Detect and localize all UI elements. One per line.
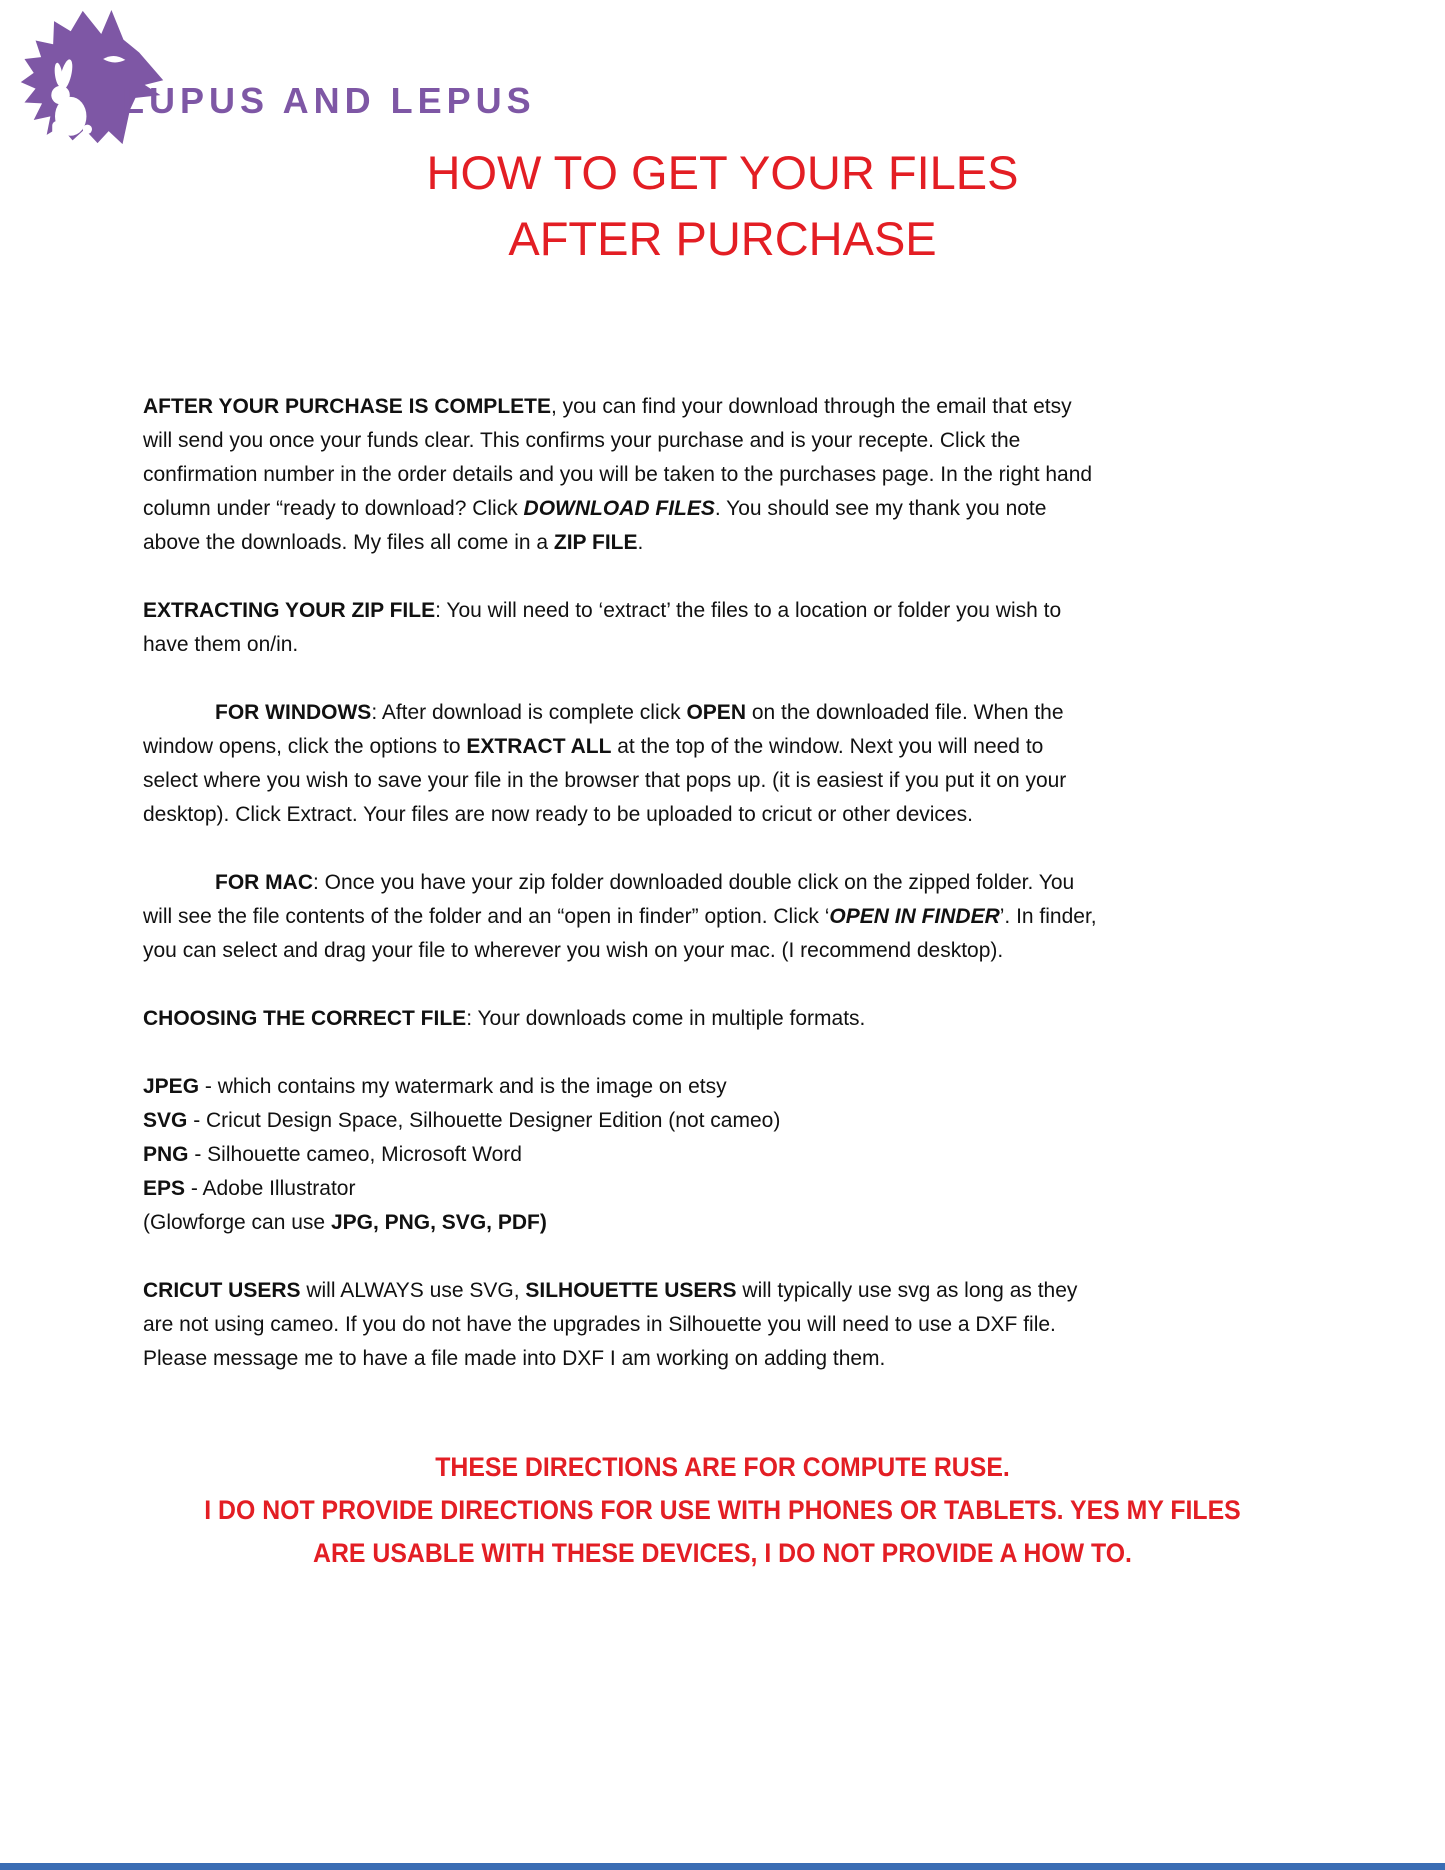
paragraph: [143, 594, 1103, 662]
text-run: OPEN: [686, 701, 746, 724]
text-run: - which contains my watermark and is the image on etsy: [199, 1075, 727, 1098]
paragraph: [143, 1206, 1103, 1240]
text-run: ’. In finder, you can select and drag your file to wherever you wish on your mac. (I recommend desktop).: [143, 905, 1097, 962]
text-run: will typically use svg as long as they are not using cameo. If you do not have the upgrades in Silhouette you will need to use a DXF file. Please message me to have a file made into DXF I am working on adding them.: [143, 1279, 1078, 1370]
text-run: AFTER YOUR PURCHASE IS COMPLETE: [143, 395, 551, 418]
text-run: EPS: [143, 1177, 186, 1200]
text-run: OPEN IN FINDER: [829, 905, 1000, 928]
paragraph: [143, 696, 1103, 832]
text-run: - Silhouette cameo, Microsoft Word: [188, 1143, 522, 1166]
text-run: CRICUT USERS: [143, 1279, 301, 1302]
text-run: ZIP FILE: [553, 531, 638, 554]
text-run: EXTRACTING YOUR ZIP FILE: [143, 599, 436, 622]
footer-line: ARE USABLE WITH THESE DEVICES, I DO NOT PROVIDE A HOW TO.: [313, 1538, 1132, 1568]
text-run: , you can find your download through the email that etsy will send you once your funds clear. This confirms your purchase and is your recepte. Click the confirmation number in the order details and you will be taken to the purchases page. In the right hand column under “ready to download? Click: [143, 395, 1093, 520]
text-run: will ALWAYS use SVG,: [300, 1279, 526, 1302]
text-run: EXTRACT ALL: [466, 735, 612, 758]
paragraph: [143, 1002, 1103, 1036]
bottom-bar: [0, 1863, 1445, 1870]
text-run: JPEG: [143, 1075, 200, 1098]
text-run: at the top of the window. Next you will need to select where you wish to save your file in the browser that pops up. (it is easiest if you put it on your desktop). Click Extract. Your files are now ready to be uploaded to cricut or other devices.: [143, 735, 1067, 826]
title-line: HOW TO GET YOUR FILES: [426, 146, 1019, 199]
paragraph: [143, 390, 1103, 560]
text-run: CHOOSING THE CORRECT FILE: [143, 1007, 467, 1030]
footer-line: I DO NOT PROVIDE DIRECTIONS FOR USE WITH PHONES OR TABLETS. YES MY FILES: [204, 1495, 1241, 1525]
text-run: : You will need to ‘extract’ the files to a location or folder you wish to have them on/in.: [143, 599, 1062, 656]
text-run: - Adobe Illustrator: [185, 1177, 356, 1200]
footer-notice: [0, 1446, 1445, 1575]
document-body: [143, 390, 1103, 1376]
paragraph: [143, 1172, 1103, 1206]
text-run: : After download is complete click: [371, 701, 687, 724]
text-run: PNG: [143, 1143, 189, 1166]
title-line: AFTER PURCHASE: [508, 212, 937, 265]
text-run: FOR MAC: [215, 871, 313, 894]
text-run: : Your downloads come in multiple formats.: [466, 1007, 866, 1030]
text-run: on the downloaded file. When the window opens, click the options to: [143, 701, 1064, 758]
brand-name: LUPUS AND LEPUS: [122, 80, 536, 121]
logo: [16, 6, 536, 156]
footer-line: THESE DIRECTIONS ARE FOR COMPUTE RUSE.: [435, 1452, 1010, 1482]
text-run: SILHOUETTE USERS: [525, 1279, 737, 1302]
text-run: FOR WINDOWS: [215, 701, 372, 724]
paragraph: [143, 866, 1103, 968]
text-run: (Glowforge can use: [143, 1211, 331, 1234]
paragraph: [143, 1274, 1103, 1376]
text-run: .: [637, 531, 644, 554]
text-run: SVG: [143, 1109, 188, 1132]
text-run: DOWNLOAD FILES: [523, 497, 715, 520]
paragraph: [143, 1138, 1103, 1172]
paragraph: [143, 1104, 1103, 1138]
text-run: JPG, PNG, SVG, PDF): [330, 1211, 547, 1234]
paragraph: [143, 1070, 1103, 1104]
text-run: - Cricut Design Space, Silhouette Designer Edition (not cameo): [187, 1109, 781, 1132]
text-run: . You should see my thank you note above the downloads. My files all come in a: [143, 497, 1047, 554]
text-run: : Once you have your zip folder downloaded double click on the zipped folder. You will see the file contents of the folder and an “open in finder” option. Click ‘: [143, 871, 1075, 928]
